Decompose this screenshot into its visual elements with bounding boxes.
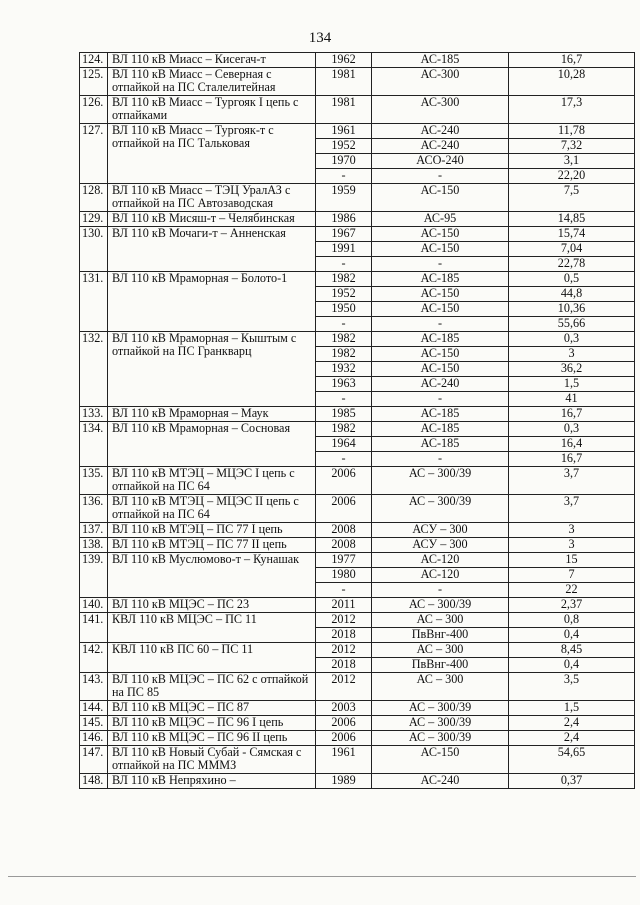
commission-year: 1964 — [316, 437, 372, 452]
commission-year: 1959 — [316, 184, 372, 212]
table-row — [80, 538, 635, 553]
line-length: 3 — [509, 538, 635, 553]
entry-number: 128. — [80, 184, 108, 212]
commission-year: 2012 — [316, 673, 372, 701]
wire-brand: АС-150 — [372, 242, 509, 257]
line-length: 15,74 — [509, 227, 635, 242]
wire-brand: АС-185 — [372, 272, 509, 287]
line-name: ВЛ 110 кВ Миасс – ТЭЦ УралАЗ с отпайкой на ПС Автозаводская — [108, 184, 316, 212]
wire-brand: - — [372, 169, 509, 184]
line-name: ВЛ 110 кВ Непряхино – — [108, 774, 316, 789]
line-length: 15 — [509, 553, 635, 568]
wire-brand: АС – 300 — [372, 613, 509, 628]
commission-year: 2012 — [316, 643, 372, 658]
entry-number: 138. — [80, 538, 108, 553]
line-name: ВЛ 110 кВ МЦЭС – ПС 62 с отпайкой на ПС 85 — [108, 673, 316, 701]
table-row — [80, 553, 635, 568]
wire-brand: АС-150 — [372, 227, 509, 242]
line-name: ВЛ 110 кВ МТЭЦ – МЦЭС I цепь с отпайкой на ПС 64 — [108, 467, 316, 495]
commission-year: 1932 — [316, 362, 372, 377]
line-name: ВЛ 110 кВ Мраморная – Маук — [108, 407, 316, 422]
wire-brand: АС – 300 — [372, 673, 509, 701]
commission-year: - — [316, 169, 372, 184]
table-row — [80, 598, 635, 613]
line-length: 22,20 — [509, 169, 635, 184]
line-length: 1,5 — [509, 701, 635, 716]
commission-year: - — [316, 392, 372, 407]
line-name: ВЛ 110 кВ Мраморная – Болото-1 — [108, 272, 316, 332]
commission-year: 2012 — [316, 613, 372, 628]
line-length: 7 — [509, 568, 635, 583]
entry-number: 136. — [80, 495, 108, 523]
wire-brand: АС-150 — [372, 302, 509, 317]
wire-brand: АС-150 — [372, 347, 509, 362]
line-name: КВЛ 110 кВ ПС 60 – ПС 11 — [108, 643, 316, 673]
line-length: 22,78 — [509, 257, 635, 272]
wire-brand: ПвВнг-400 — [372, 658, 509, 673]
line-name: ВЛ 110 кВ МЦЭС – ПС 87 — [108, 701, 316, 716]
wire-brand: ПвВнг-400 — [372, 628, 509, 643]
commission-year: - — [316, 317, 372, 332]
wire-brand: АС-300 — [372, 68, 509, 96]
line-name: ВЛ 110 кВ Мочаги-т – Анненская — [108, 227, 316, 272]
table-row — [80, 272, 635, 287]
entry-number: 139. — [80, 553, 108, 598]
line-length: 55,66 — [509, 317, 635, 332]
line-length: 16,7 — [509, 452, 635, 467]
commission-year: 1980 — [316, 568, 372, 583]
commission-year: 1952 — [316, 287, 372, 302]
wire-brand: АС – 300/39 — [372, 598, 509, 613]
commission-year: - — [316, 452, 372, 467]
wire-brand: АСО-240 — [372, 154, 509, 169]
line-name: ВЛ 110 кВ МЦЭС – ПС 23 — [108, 598, 316, 613]
table-row — [80, 495, 635, 523]
wire-brand: АСУ – 300 — [372, 538, 509, 553]
commission-year: 2008 — [316, 523, 372, 538]
line-name: ВЛ 110 кВ Мисяш-т – Челябинская — [108, 212, 316, 227]
line-length: 0,8 — [509, 613, 635, 628]
line-name: ВЛ 110 кВ МЦЭС – ПС 96 I цепь — [108, 716, 316, 731]
wire-brand: - — [372, 257, 509, 272]
commission-year: 1977 — [316, 553, 372, 568]
wire-brand: АС-150 — [372, 362, 509, 377]
line-name: КВЛ 110 кВ МЦЭС – ПС 11 — [108, 613, 316, 643]
line-length: 16,7 — [509, 407, 635, 422]
table-row — [80, 96, 635, 124]
line-length: 0,4 — [509, 628, 635, 643]
line-length: 3,1 — [509, 154, 635, 169]
entry-number: 145. — [80, 716, 108, 731]
wire-brand: АС – 300/39 — [372, 495, 509, 523]
line-length: 0,5 — [509, 272, 635, 287]
entry-number: 135. — [80, 467, 108, 495]
line-length: 10,28 — [509, 68, 635, 96]
line-length: 3,7 — [509, 495, 635, 523]
commission-year: 2006 — [316, 467, 372, 495]
entry-number: 127. — [80, 124, 108, 184]
line-registry-table — [79, 52, 635, 789]
entry-number: 125. — [80, 68, 108, 96]
commission-year: 1962 — [316, 53, 372, 68]
entry-number: 146. — [80, 731, 108, 746]
line-length: 0,37 — [509, 774, 635, 789]
wire-brand: АС-150 — [372, 287, 509, 302]
line-name: ВЛ 110 кВ Миасс – Кисегач-т — [108, 53, 316, 68]
commission-year: 1991 — [316, 242, 372, 257]
table-row — [80, 184, 635, 212]
entry-number: 144. — [80, 701, 108, 716]
commission-year: - — [316, 257, 372, 272]
table-row — [80, 746, 635, 774]
wire-brand: АС-95 — [372, 212, 509, 227]
wire-brand: АС-240 — [372, 124, 509, 139]
commission-year: 2006 — [316, 495, 372, 523]
wire-brand: АС-185 — [372, 332, 509, 347]
wire-brand: - — [372, 392, 509, 407]
page-bottom-rule — [8, 876, 636, 877]
wire-brand: АС-185 — [372, 53, 509, 68]
table-row — [80, 53, 635, 68]
table-row — [80, 212, 635, 227]
entry-number: 130. — [80, 227, 108, 272]
wire-brand: АС-240 — [372, 774, 509, 789]
commission-year: 1970 — [316, 154, 372, 169]
entry-number: 147. — [80, 746, 108, 774]
wire-brand: АС-150 — [372, 184, 509, 212]
line-length: 2,4 — [509, 731, 635, 746]
line-name: ВЛ 110 кВ Миасс – Тургояк-т с отпайкой на ПС Тальковая — [108, 124, 316, 184]
commission-year: 1967 — [316, 227, 372, 242]
commission-year: 1961 — [316, 124, 372, 139]
wire-brand: - — [372, 317, 509, 332]
line-name: ВЛ 110 кВ Мраморная – Кыштым с отпайкой на ПС Гранкварц — [108, 332, 316, 407]
page-number: 134 — [308, 30, 332, 46]
commission-year: 2003 — [316, 701, 372, 716]
line-name: ВЛ 110 кВ МТЭЦ – ПС 77 I цепь — [108, 523, 316, 538]
commission-year: 1982 — [316, 332, 372, 347]
table-row — [80, 124, 635, 139]
wire-brand: - — [372, 452, 509, 467]
line-name: ВЛ 110 кВ Мраморная – Сосновая — [108, 422, 316, 467]
wire-brand: АС-120 — [372, 568, 509, 583]
line-length: 7,5 — [509, 184, 635, 212]
table-row — [80, 731, 635, 746]
wire-brand: АС – 300/39 — [372, 716, 509, 731]
wire-brand: АС – 300 — [372, 643, 509, 658]
line-length: 36,2 — [509, 362, 635, 377]
line-length: 3,5 — [509, 673, 635, 701]
line-name: ВЛ 110 кВ МТЭЦ – ПС 77 II цепь — [108, 538, 316, 553]
entry-number: 142. — [80, 643, 108, 673]
line-length: 3 — [509, 347, 635, 362]
line-name: ВЛ 110 кВ МТЭЦ – МЦЭС II цепь с отпайкой на ПС 64 — [108, 495, 316, 523]
table-row — [80, 467, 635, 495]
table-row — [80, 523, 635, 538]
wire-brand: АС – 300/39 — [372, 701, 509, 716]
line-length: 2,37 — [509, 598, 635, 613]
line-length: 10,36 — [509, 302, 635, 317]
line-length: 0,3 — [509, 422, 635, 437]
line-length: 3 — [509, 523, 635, 538]
commission-year: 2006 — [316, 731, 372, 746]
entry-number: 124. — [80, 53, 108, 68]
commission-year: 1952 — [316, 139, 372, 154]
commission-year: 2008 — [316, 538, 372, 553]
line-name: ВЛ 110 кВ МЦЭС – ПС 96 II цепь — [108, 731, 316, 746]
wire-brand: АС – 300/39 — [372, 731, 509, 746]
line-name: ВЛ 110 кВ Новый Субай - Сямская с отпайкой на ПС МММЗ — [108, 746, 316, 774]
commission-year: 1982 — [316, 422, 372, 437]
commission-year: 1950 — [316, 302, 372, 317]
commission-year: 2018 — [316, 628, 372, 643]
wire-brand: АС-240 — [372, 139, 509, 154]
line-length: 2,4 — [509, 716, 635, 731]
table-row — [80, 701, 635, 716]
table-row — [80, 407, 635, 422]
wire-brand: АС-185 — [372, 407, 509, 422]
table-row — [80, 68, 635, 96]
line-length: 3,7 — [509, 467, 635, 495]
entry-number: 131. — [80, 272, 108, 332]
entry-number: 137. — [80, 523, 108, 538]
line-length: 0,3 — [509, 332, 635, 347]
entry-number: 141. — [80, 613, 108, 643]
table-row — [80, 613, 635, 628]
commission-year: - — [316, 583, 372, 598]
table-row — [80, 422, 635, 437]
line-length: 17,3 — [509, 96, 635, 124]
commission-year: 1981 — [316, 96, 372, 124]
line-length: 8,45 — [509, 643, 635, 658]
line-length: 7,04 — [509, 242, 635, 257]
commission-year: 2018 — [316, 658, 372, 673]
wire-brand: АС-150 — [372, 746, 509, 774]
table-row — [80, 673, 635, 701]
wire-brand: АС-120 — [372, 553, 509, 568]
line-length: 22 — [509, 583, 635, 598]
wire-brand: АС-185 — [372, 437, 509, 452]
commission-year: 1981 — [316, 68, 372, 96]
commission-year: 1986 — [316, 212, 372, 227]
wire-brand: АС-300 — [372, 96, 509, 124]
commission-year: 2006 — [316, 716, 372, 731]
wire-brand: АСУ – 300 — [372, 523, 509, 538]
line-length: 0,4 — [509, 658, 635, 673]
line-name: ВЛ 110 кВ Миасс – Тургояк I цепь с отпайками — [108, 96, 316, 124]
table-row — [80, 332, 635, 347]
entry-number: 129. — [80, 212, 108, 227]
line-length: 16,7 — [509, 53, 635, 68]
commission-year: 1982 — [316, 272, 372, 287]
entry-number: 126. — [80, 96, 108, 124]
line-name: ВЛ 110 кВ Миасс – Северная с отпайкой на ПС Сталелитейная — [108, 68, 316, 96]
wire-brand: - — [372, 583, 509, 598]
commission-year: 1963 — [316, 377, 372, 392]
commission-year: 1961 — [316, 746, 372, 774]
line-length: 1,5 — [509, 377, 635, 392]
commission-year: 1982 — [316, 347, 372, 362]
commission-year: 1985 — [316, 407, 372, 422]
wire-brand: АС – 300/39 — [372, 467, 509, 495]
line-length: 11,78 — [509, 124, 635, 139]
line-length: 7,32 — [509, 139, 635, 154]
entry-number: 133. — [80, 407, 108, 422]
entry-number: 143. — [80, 673, 108, 701]
commission-year: 1989 — [316, 774, 372, 789]
line-length: 41 — [509, 392, 635, 407]
entry-number: 134. — [80, 422, 108, 467]
table-row — [80, 774, 635, 789]
commission-year: 2011 — [316, 598, 372, 613]
table-row — [80, 643, 635, 658]
entry-number: 148. — [80, 774, 108, 789]
line-length: 44,8 — [509, 287, 635, 302]
line-name: ВЛ 110 кВ Муслюмово-т – Кунашак — [108, 553, 316, 598]
entry-number: 140. — [80, 598, 108, 613]
wire-brand: АС-185 — [372, 422, 509, 437]
table-row — [80, 227, 635, 242]
line-length: 16,4 — [509, 437, 635, 452]
entry-number: 132. — [80, 332, 108, 407]
line-length: 14,85 — [509, 212, 635, 227]
table-row — [80, 716, 635, 731]
line-length: 54,65 — [509, 746, 635, 774]
wire-brand: АС-240 — [372, 377, 509, 392]
